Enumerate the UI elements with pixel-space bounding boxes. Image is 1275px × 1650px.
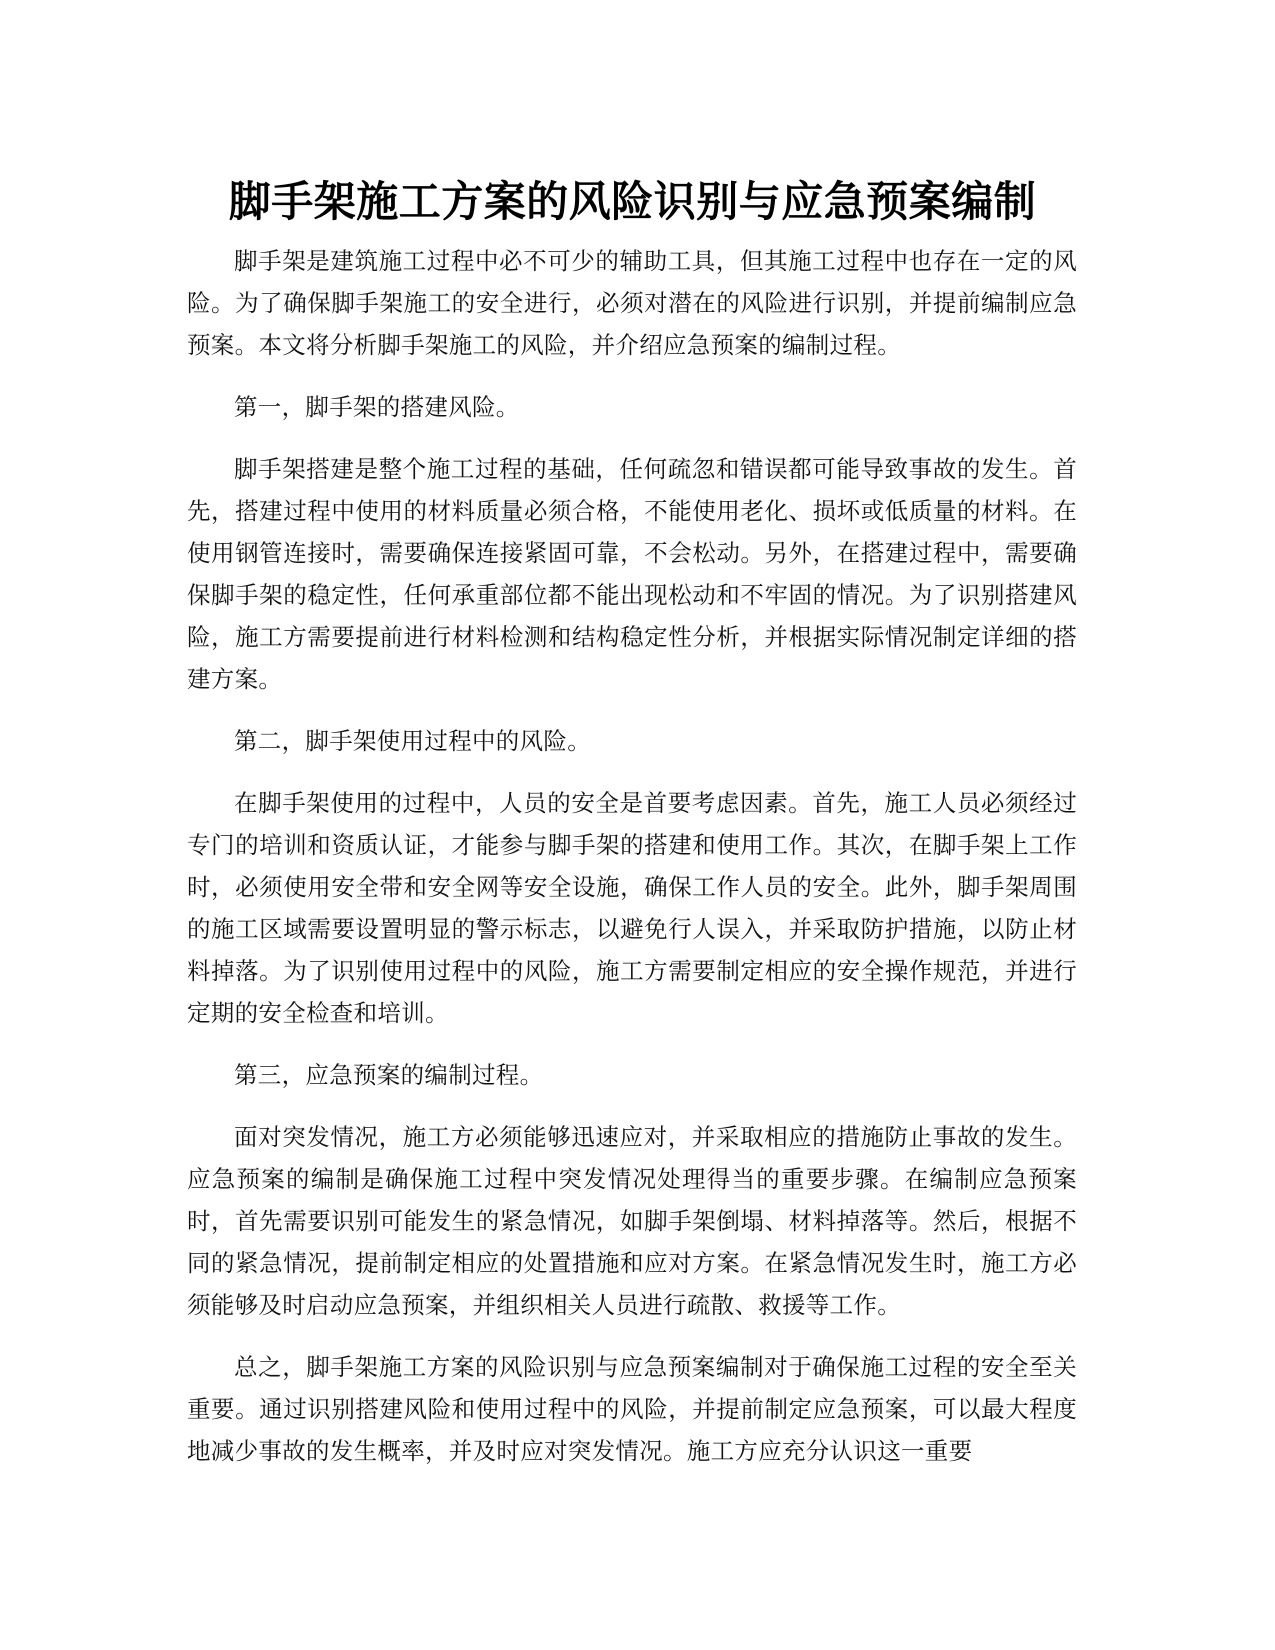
paragraph-usage-risk: 在脚手架使用的过程中，人员的安全是首要考虑因素。首先，施工人员必须经过专门的培训和资质认证，才能参与脚手架的搭建和使用工作。其次，在脚手架上工作时，必须使用安全带和安全网等安全设施，确保工作人员的安全。此外，脚手架周围的施工区域需要设置明显的警示标志，以避免行人误入，并采取防护措施，以防止材料掉落。为了识别使用过程中的风险，施工方需要制定相应的安全操作规范，并进行定期的安全检查和培训。	[187, 789, 1077, 1027]
paragraph-conclusion: 总之，脚手架施工方案的风险识别与应急预案编制对于确保施工过程的安全至关重要。通过识别搭建风险和使用过程中的风险，并提前制定应急预案，可以最大程度地减少事故的发生概率，并及时应对突发情况。施工方应充分认识这一重要	[187, 1353, 1077, 1465]
section-heading-first: 第一，脚手架的搭建风险。	[234, 393, 520, 421]
page-title: 脚手架施工方案的风险识别与应急预案编制	[228, 177, 1037, 227]
section-heading-third: 第三，应急预案的编制过程。	[234, 1061, 544, 1089]
paragraph-emergency-plan: 面对突发情况，施工方必须能够迅速应对，并采取相应的措施防止事故的发生。应急预案的编制是确保施工过程中突发情况处理得当的重要步骤。在编制应急预案时，首先需要识别可能发生的紧急情况，如脚手架倒塌、材料掉落等。然后，根据不同的紧急情况，提前制定相应的处置措施和应对方案。在紧急情况发生时，施工方必须能够及时启动应急预案，并组织相关人员进行疏散、救援等工作。	[187, 1123, 1077, 1319]
paragraph-intro: 脚手架是建筑施工过程中必不可少的辅助工具，但其施工过程中也存在一定的风险。为了确保脚手架施工的安全进行，必须对潜在的风险进行识别，并提前编制应急预案。本文将分析脚手架施工的风险，并介绍应急预案的编制过程。	[187, 247, 1077, 359]
paragraph-construction-risk: 脚手架搭建是整个施工过程的基础，任何疏忽和错误都可能导致事故的发生。首先，搭建过程中使用的材料质量必须合格，不能使用老化、损坏或低质量的材料。在使用钢管连接时，需要确保连接紧固可靠，不会松动。另外，在搭建过程中，需要确保脚手架的稳定性，任何承重部位都不能出现松动和不牢固的情况。为了识别搭建风险，施工方需要提前进行材料检测和结构稳定性分析，并根据实际情况制定详细的搭建方案。	[187, 455, 1077, 693]
document-body	[187, 240, 1077, 1492]
section-heading-second: 第二，脚手架使用过程中的风险。	[234, 727, 591, 755]
